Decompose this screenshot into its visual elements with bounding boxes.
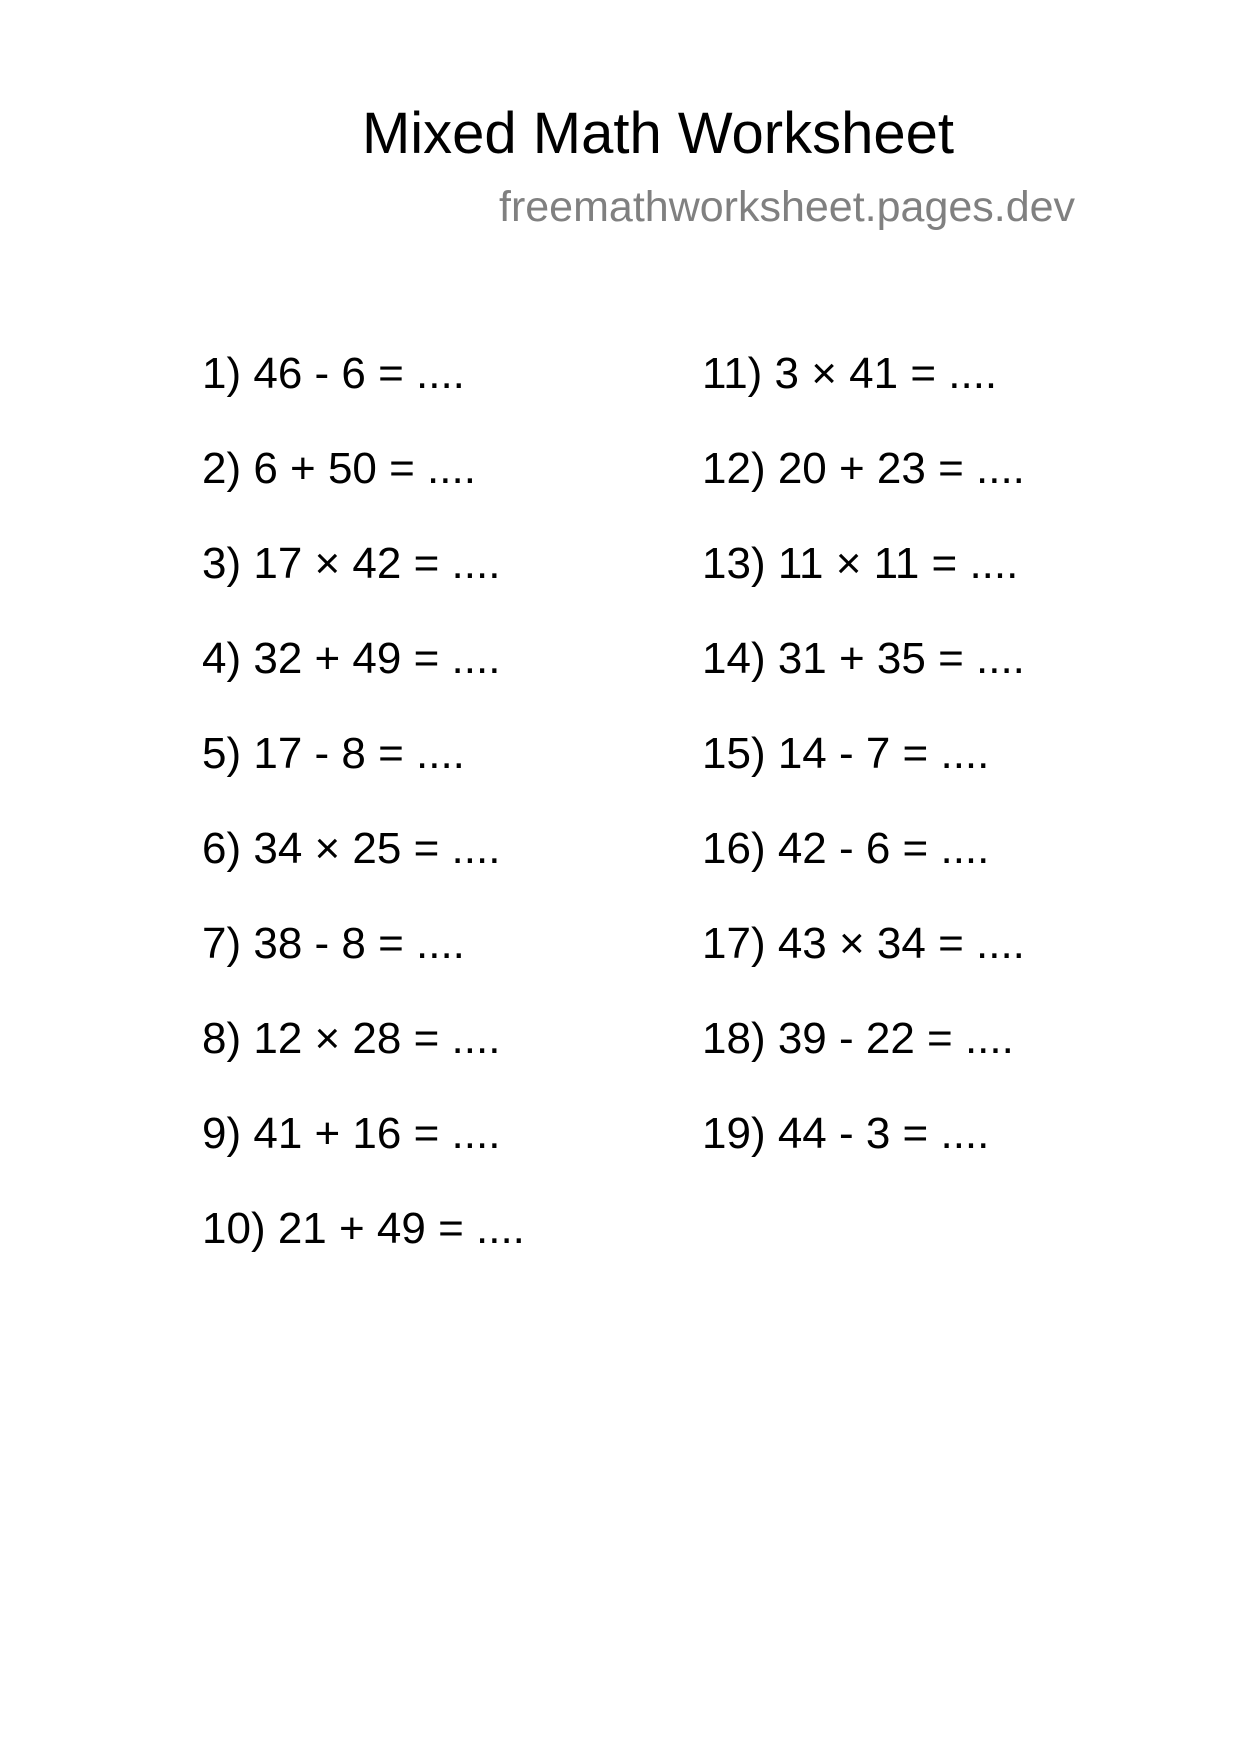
problem-16: 16) 42 - 6 = .... (702, 824, 990, 873)
problem-6: 6) 34 × 25 = .... (202, 824, 501, 873)
problem-9: 9) 41 + 16 = .... (202, 1109, 501, 1158)
problem-13: 13) 11 × 11 = .... (702, 539, 1019, 588)
worksheet-title: Mixed Math Worksheet (361, 101, 955, 166)
problem-10: 10) 21 + 49 = .... (202, 1204, 525, 1253)
problem-2: 2) 6 + 50 = .... (202, 444, 476, 493)
website-url: freemathworksheet.pages.dev (499, 183, 1076, 231)
problem-1: 1) 46 - 6 = .... (202, 349, 465, 398)
problem-7: 7) 38 - 8 = .... (202, 919, 465, 968)
problem-3: 3) 17 × 42 = .... (202, 539, 501, 588)
problem-column-left (202, 349, 525, 1299)
problem-8: 8) 12 × 28 = .... (202, 1014, 501, 1063)
problem-11: 11) 3 × 41 = .... (702, 349, 998, 398)
problem-12: 12) 20 + 23 = .... (702, 444, 1025, 493)
problem-14: 14) 31 + 35 = .... (702, 634, 1025, 683)
problem-5: 5) 17 - 8 = .... (202, 729, 465, 778)
problem-column-right (702, 349, 1025, 1204)
problem-18: 18) 39 - 22 = .... (702, 1014, 1014, 1063)
problem-15: 15) 14 - 7 = .... (702, 729, 990, 778)
problem-19: 19) 44 - 3 = .... (702, 1109, 990, 1158)
problem-4: 4) 32 + 49 = .... (202, 634, 501, 683)
problem-17: 17) 43 × 34 = .... (702, 919, 1025, 968)
